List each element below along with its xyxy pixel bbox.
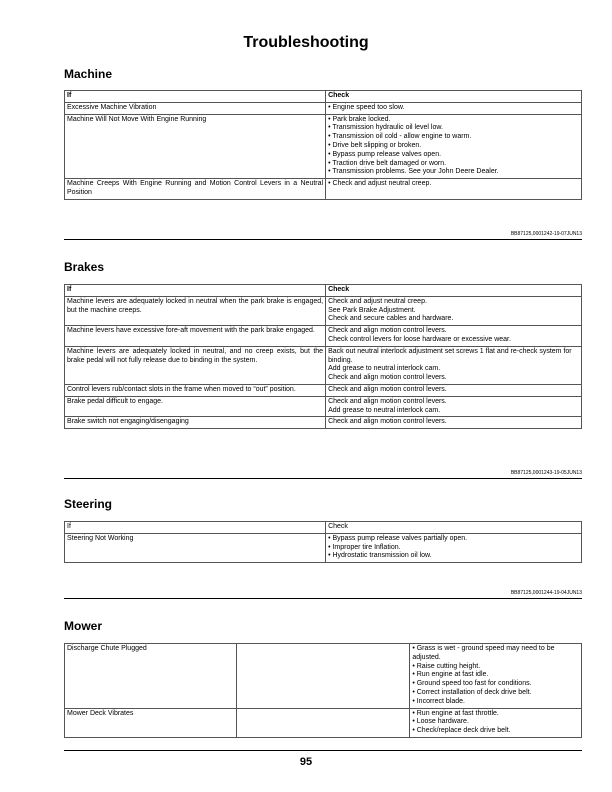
- check-line: Check and secure cables and hardware.: [328, 315, 454, 323]
- check-line: • Bypass pump release valves partially open.: [328, 534, 468, 542]
- if-cell: Brake switch not engaging/disengaging: [65, 417, 326, 429]
- mower-heading: Mower: [64, 619, 103, 633]
- header-if: If: [65, 285, 326, 297]
- check-line: • Traction drive belt damaged or worn.: [328, 159, 447, 167]
- if-cell: Steering Not Working: [65, 533, 326, 562]
- check-line: • Check and adjust neutral creep.: [328, 180, 432, 188]
- check-line: Check and adjust neutral creep.: [328, 297, 427, 305]
- header-check: Check: [326, 522, 582, 534]
- steering-heading: Steering: [64, 497, 113, 511]
- check-cell: [326, 533, 582, 562]
- table-row: [65, 114, 582, 179]
- if-cell: Machine levers have excessive fore-aft movement with the park brake engaged.: [65, 326, 326, 347]
- if-cell: Discharge Chute Plugged: [65, 644, 237, 709]
- if-cell: Machine levers are adequately locked in neutral when the park brake is engaged, but the machine creeps.: [65, 296, 326, 325]
- check-cell: [410, 708, 582, 737]
- reference-code: BB87125,0001243-19-05JUN13: [510, 470, 582, 476]
- table-row: [65, 326, 582, 347]
- check-line: Back out neutral interlock adjustment set screws 1 flat and re-check system for binding.: [328, 347, 572, 364]
- check-line: • Correct installation of deck drive belt.: [412, 688, 532, 696]
- check-line: See Park Brake Adjustment.: [328, 306, 416, 314]
- check-line: • Run engine at fast idle.: [412, 671, 489, 679]
- check-cell: [326, 114, 582, 179]
- check-line: • Run engine at fast throttle.: [412, 709, 499, 717]
- table-row: [65, 102, 582, 114]
- divider: [64, 478, 582, 479]
- table-row: [65, 296, 582, 325]
- if-cell: Excessive Machine Vibration: [65, 102, 326, 114]
- check-cell: [326, 384, 582, 396]
- table-row: [65, 396, 582, 417]
- check-cell: [410, 644, 582, 709]
- check-line: • Loose hardware.: [412, 718, 469, 726]
- machine-table: [64, 90, 582, 200]
- header-if: If: [65, 91, 326, 103]
- check-line: • Check/replace deck drive belt.: [412, 727, 511, 735]
- check-line: • Drive belt slipping or broken.: [328, 141, 422, 149]
- page-number: 95: [299, 756, 313, 768]
- if-cell: Machine levers are adequately locked in neutral, and no creep exists, but the brake pedal will not fully release due to binding in the system.: [65, 346, 326, 384]
- check-cell: [326, 326, 582, 347]
- table-header-row: [65, 91, 582, 103]
- check-line: • Hydrostatic transmission oil low.: [328, 552, 432, 560]
- check-cell: [326, 417, 582, 429]
- check-line: Check and align motion control levers.: [328, 385, 447, 393]
- if-cell: Machine Creeps With Engine Running and Motion Control Levers in a Neutral Position: [65, 179, 326, 200]
- table-row: [65, 533, 582, 562]
- if-cell: Mower Deck Vibrates: [65, 708, 237, 737]
- table-row: [65, 384, 582, 396]
- check-line: • Park brake locked.: [328, 115, 391, 123]
- check-line: • Incorrect blade.: [412, 697, 465, 705]
- footer-divider: [64, 750, 582, 751]
- steering-table: [64, 521, 582, 563]
- table-row: [65, 644, 582, 709]
- table-header-row: [65, 522, 582, 534]
- middle-cell: [236, 708, 410, 737]
- if-cell: Brake pedal difficult to engage.: [65, 396, 326, 417]
- check-line: Add grease to neutral interlock cam.: [328, 365, 441, 373]
- if-cell: Control levers rub/contact slots in the frame when moved to “out” position.: [65, 384, 326, 396]
- check-line: • Grass is wet - ground speed may need to be adjusted.: [412, 645, 555, 661]
- header-check: Check: [326, 285, 582, 297]
- check-line: • Transmission oil cold - allow engine to warm.: [328, 133, 472, 141]
- check-cell: [326, 179, 582, 200]
- table-row: [65, 417, 582, 429]
- check-line: Add grease to neutral interlock cam.: [328, 406, 441, 414]
- if-cell: Machine Will Not Move With Engine Running: [65, 114, 326, 179]
- machine-heading: Machine: [64, 67, 113, 81]
- check-line: Check and align motion control levers.: [328, 418, 447, 426]
- divider: [64, 239, 582, 240]
- header-if: If: [65, 522, 326, 534]
- check-line: Check control levers for loose hardware or excessive wear.: [328, 335, 511, 343]
- table-row: [65, 179, 582, 200]
- check-line: • Bypass pump release valves open.: [328, 150, 442, 158]
- mower-table: [64, 643, 582, 738]
- reference-code: BB87125,0001242-19-07JUN13: [510, 231, 582, 237]
- divider: [64, 598, 582, 599]
- table-header-row: [65, 285, 582, 297]
- table-row: [65, 708, 582, 737]
- check-line: • Engine speed too slow.: [328, 103, 405, 111]
- check-cell: [326, 346, 582, 384]
- check-line: • Improper tire Inflation.: [328, 543, 401, 551]
- header-check: Check: [326, 91, 582, 103]
- check-line: Check and align motion control levers.: [328, 327, 447, 335]
- check-line: Check and align motion control levers.: [328, 374, 447, 382]
- check-cell: [326, 296, 582, 325]
- check-cell: [326, 396, 582, 417]
- check-line: • Raise cutting height.: [412, 662, 481, 670]
- reference-code: BB87125,0001244-19-04JUN13: [510, 590, 582, 596]
- page-title: Troubleshooting: [243, 34, 369, 51]
- check-line: • Ground speed too fast for conditions.: [412, 680, 532, 688]
- brakes-table: [64, 284, 582, 429]
- brakes-heading: Brakes: [64, 260, 105, 274]
- middle-cell: [236, 644, 410, 709]
- check-line: Check and align motion control levers.: [328, 397, 447, 405]
- check-line: • Transmission problems. See your John Deere Dealer.: [328, 168, 499, 176]
- check-line: • Transmission hydraulic oil level low.: [328, 124, 443, 132]
- check-cell: [326, 102, 582, 114]
- table-row: [65, 346, 582, 384]
